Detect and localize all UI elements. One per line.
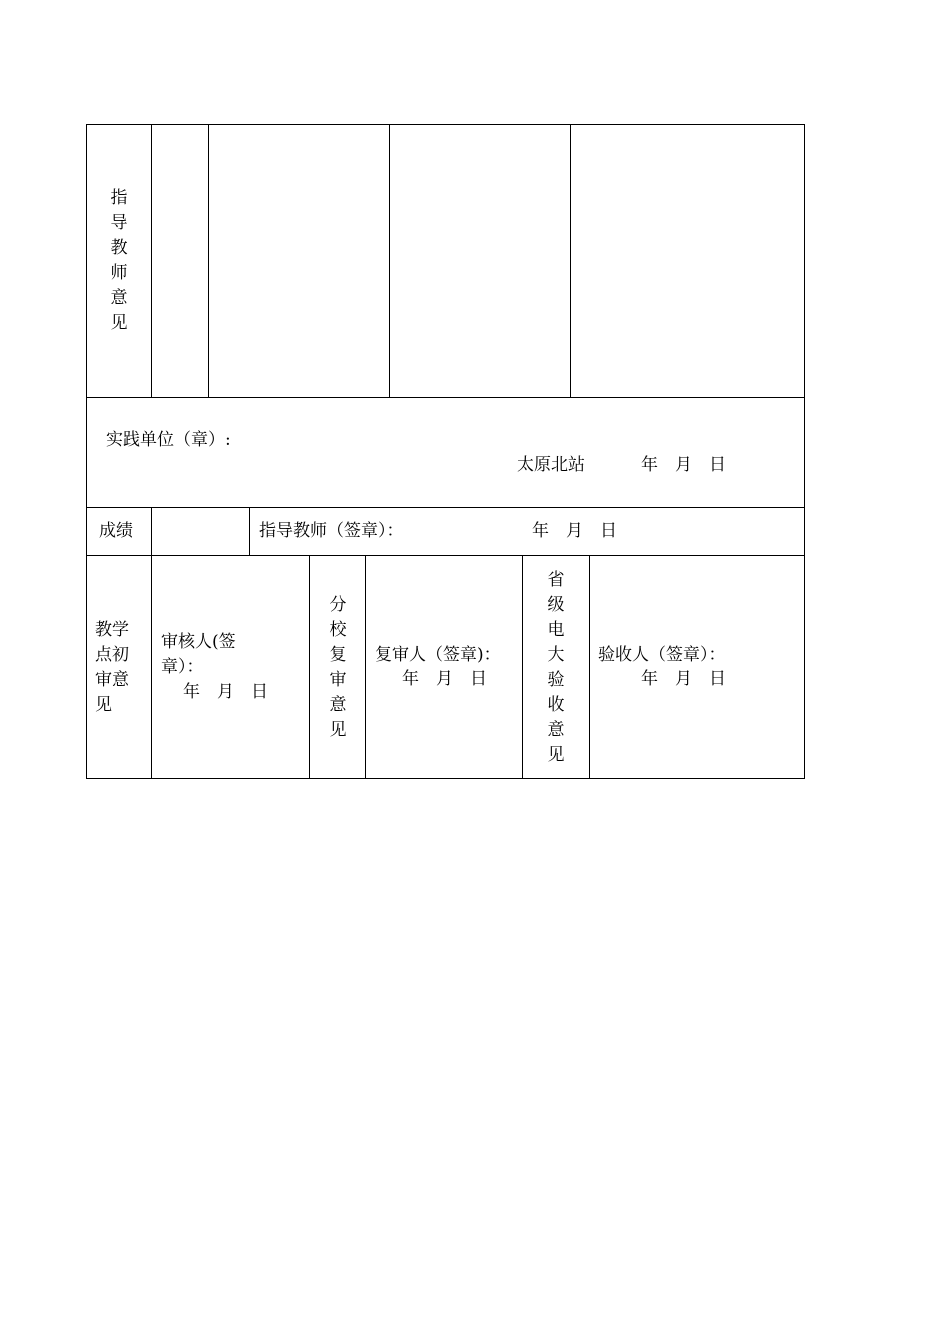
score-label: 成绩 — [99, 521, 133, 541]
row-divider-1 — [86, 397, 805, 398]
branch-review-date: 年 月 日 — [402, 669, 487, 689]
advisor-opinion-cell[interactable] — [152, 125, 208, 397]
advisor-opinion-cell[interactable] — [209, 125, 389, 397]
advisor-opinion-cell[interactable] — [571, 125, 804, 397]
row4-col-divider — [151, 555, 152, 779]
practice-unit-label: 实践单位（章）: — [106, 430, 231, 450]
practice-unit-name: 太原北站 — [517, 455, 585, 475]
row-divider-3 — [86, 555, 805, 556]
province-acceptance-signer: 验收人（签章）： — [598, 645, 726, 665]
initial-review-label: 教学点初审意见 — [95, 620, 129, 715]
province-acceptance-label: 省级电大验收意见 — [547, 570, 565, 765]
advisor-opinion-cell[interactable] — [390, 125, 570, 397]
teacher-signature-date: 年 月 日 — [532, 521, 617, 541]
score-value[interactable] — [160, 519, 240, 543]
row3-col-divider — [151, 507, 152, 555]
advisor-opinion-label: 指导教师意见 — [110, 188, 128, 333]
row4-col-divider — [522, 555, 523, 779]
teacher-signature-label: 指导教师（签章）： — [259, 521, 404, 541]
province-acceptance-date: 年 月 日 — [641, 669, 726, 689]
branch-review-label: 分校复审意见 — [329, 595, 347, 740]
row-divider-2 — [86, 507, 805, 508]
initial-review-date: 年 月 日 — [183, 682, 268, 702]
row3-col-divider — [249, 507, 250, 555]
row4-col-divider — [365, 555, 366, 779]
row4-col-divider — [309, 555, 310, 779]
row4-col-divider — [589, 555, 590, 779]
practice-unit-date: 年 月 日 — [641, 455, 726, 475]
branch-review-signer: 复审人（签章)： — [375, 645, 501, 665]
initial-review-signer: 审核人(签章）： — [161, 632, 236, 677]
